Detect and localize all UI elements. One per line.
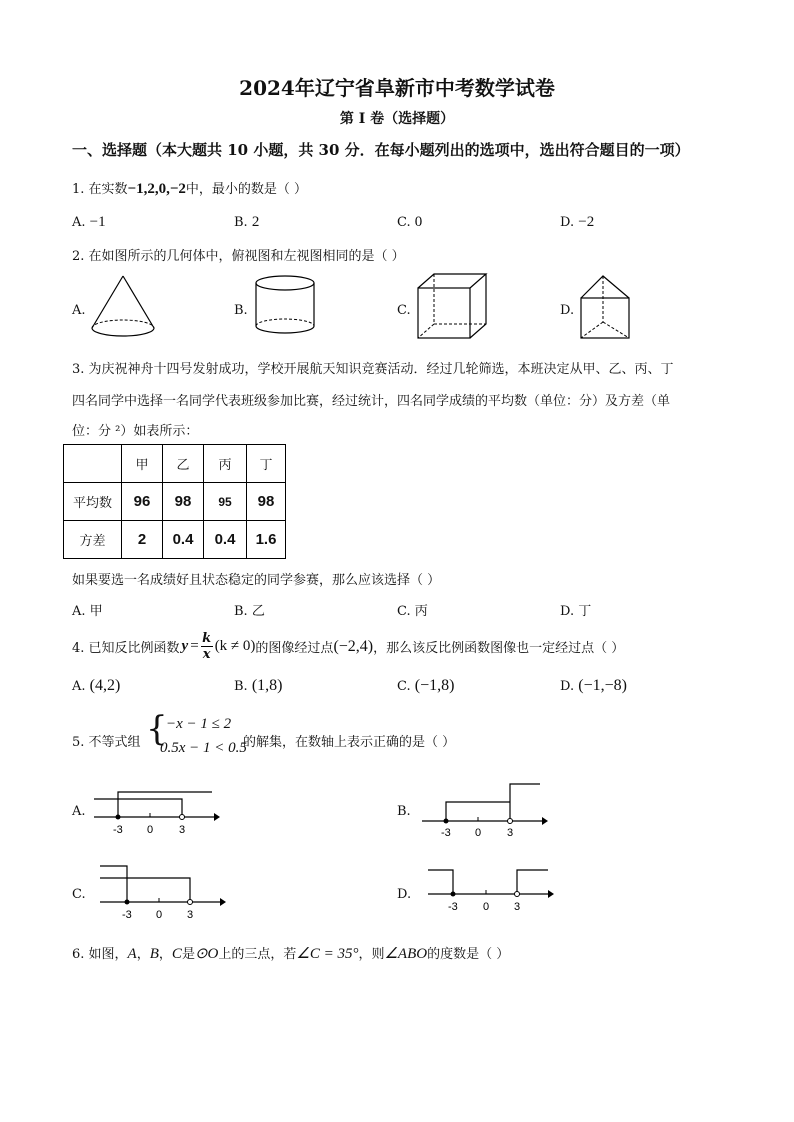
table-cell: 2	[122, 521, 163, 559]
q4-equals: =	[190, 638, 199, 654]
tick-label: 3	[179, 824, 186, 836]
cube-figure	[414, 270, 490, 342]
q4-prefix: 4. 已知反比例函数	[72, 641, 180, 656]
table-cell: 95	[204, 483, 247, 521]
q2-option-a-label[interactable]: A.	[72, 303, 86, 318]
q5-option-a-label[interactable]: A.	[72, 804, 86, 819]
question-1	[72, 178, 307, 198]
q5-option-b-label[interactable]: B.	[397, 804, 411, 819]
q4-frac-denominator: x	[202, 647, 211, 662]
table-cell: 98	[163, 483, 204, 521]
tick-label: 3	[187, 909, 194, 920]
table-row-label: 方差	[64, 521, 122, 559]
q5-option-d-label[interactable]: D.	[397, 887, 412, 902]
exam-title: 2024年辽宁省阜新市中考数学试卷	[239, 76, 555, 100]
triangular-prism-figure	[577, 272, 637, 342]
tick-label: 0	[147, 824, 154, 836]
tick-label: 3	[514, 901, 521, 913]
table-header-cell: 丙	[204, 445, 247, 483]
table-header-cell: 甲	[122, 445, 163, 483]
number-line-d	[424, 862, 554, 920]
q3-option-c[interactable]: C. 丙	[397, 604, 428, 619]
q5-inequality-2: 0.5x − 1 < 0.5	[160, 740, 247, 756]
q3-question: 如果要选一名成绩好且状态稳定的同学参赛，那么应该选择（ ）	[72, 573, 441, 588]
number-line-c	[96, 860, 226, 920]
table-cell: 1.6	[247, 521, 286, 559]
q2-option-c-label[interactable]: C.	[397, 303, 411, 318]
question-6: 6. 如图，A，B，C是⊙O上的三点，若∠C = 35°，则∠ABO的度数是（ ）	[72, 946, 510, 962]
q4-suffix: ，那么该反比例函数图像也一定经过点（ ）	[373, 641, 625, 656]
q2-option-d-label[interactable]: D.	[560, 303, 575, 318]
number-line-b	[418, 778, 548, 838]
q3-line-1: 3. 为庆祝神舟十四号发射成功，学校开展航天知识竞赛活动．经过几轮筛选，本班决定从甲、乙、丙、丁	[72, 362, 674, 377]
table-header-row	[64, 445, 286, 483]
q4-frac-numerator: k	[202, 631, 212, 646]
question-4	[72, 632, 624, 661]
tick-label: 0	[156, 909, 163, 920]
table-row	[64, 521, 286, 559]
exam-subtitle: 第 I 卷（选择题）	[339, 111, 455, 127]
cylinder-figure	[252, 274, 318, 338]
q4-option-d[interactable]: D. (−1,−8)	[560, 677, 627, 694]
q3-line-3: 位：分 ²）如表所示：	[72, 424, 199, 439]
table-header-cell	[64, 445, 122, 483]
q4-mid: 的图像经过点	[255, 641, 334, 656]
table-header-cell: 丁	[247, 445, 286, 483]
q4-fraction	[201, 632, 213, 661]
q5-inequality-1: −x − 1 ≤ 2	[166, 716, 232, 732]
q4-y: y	[181, 638, 189, 654]
q4-point: (−2,4)	[333, 637, 374, 655]
tick-label: 0	[483, 901, 490, 913]
tick-label: 0	[475, 827, 482, 838]
table-header-cell: 乙	[163, 445, 204, 483]
tick-label: -3	[448, 901, 458, 913]
q3-line-2: 四名同学中选择一名同学代表班级参加比赛，经过统计，四名同学成绩的平均数（单位：分）及方差（单	[72, 394, 671, 409]
table-cell: 0.4	[163, 521, 204, 559]
q1-option-d[interactable]: D. −2	[560, 214, 595, 230]
question-2: 2. 在如图所示的几何体中，俯视图和左视图相同的是（ ）	[72, 249, 405, 264]
q2-option-b-label[interactable]: B.	[234, 303, 248, 318]
table-cell: 0.4	[204, 521, 247, 559]
q4-option-a[interactable]: A. (4,2)	[72, 677, 121, 694]
q4-option-c[interactable]: C. (−1,8)	[397, 677, 455, 694]
table-row-label: 平均数	[64, 483, 122, 521]
q1-option-c[interactable]: C. 0	[397, 214, 423, 230]
table-row	[64, 483, 286, 521]
tick-label: -3	[441, 827, 451, 838]
cone-figure	[88, 272, 158, 342]
scores-table	[63, 444, 286, 559]
q1-option-b[interactable]: B. 2	[234, 214, 260, 230]
table-cell: 96	[122, 483, 163, 521]
q1-prefix: 1. 在实数	[72, 182, 128, 197]
table-cell: 98	[247, 483, 286, 521]
q3-option-b[interactable]: B. 乙	[234, 604, 265, 619]
q4-option-b[interactable]: B. (1,8)	[234, 677, 283, 694]
q4-condition: (k ≠ 0)	[214, 638, 256, 654]
q3-option-d[interactable]: D. 丁	[560, 604, 592, 619]
tick-label: -3	[113, 824, 123, 836]
q1-option-a[interactable]: A. −1	[72, 214, 106, 230]
q5-option-c-label[interactable]: C.	[72, 887, 86, 902]
q5-prefix: 5. 不等式组	[72, 735, 141, 750]
q3-option-a[interactable]: A. 甲	[72, 604, 103, 619]
section-heading: 一、选择题（本大题共 10 小题，共 30 分．在每小题列出的选项中，选出符合题目的一项）	[72, 141, 690, 159]
tick-label: -3	[122, 909, 132, 920]
brace-glyph: {	[146, 709, 168, 749]
number-line-a	[90, 780, 220, 838]
q5-suffix: 的解集，在数轴上表示正确的是（ ）	[243, 735, 456, 750]
tick-label: 3	[507, 827, 514, 838]
q1-numbers: −1,2,0,−2	[127, 181, 186, 197]
q1-suffix: 中，最小的数是（ ）	[185, 182, 308, 197]
